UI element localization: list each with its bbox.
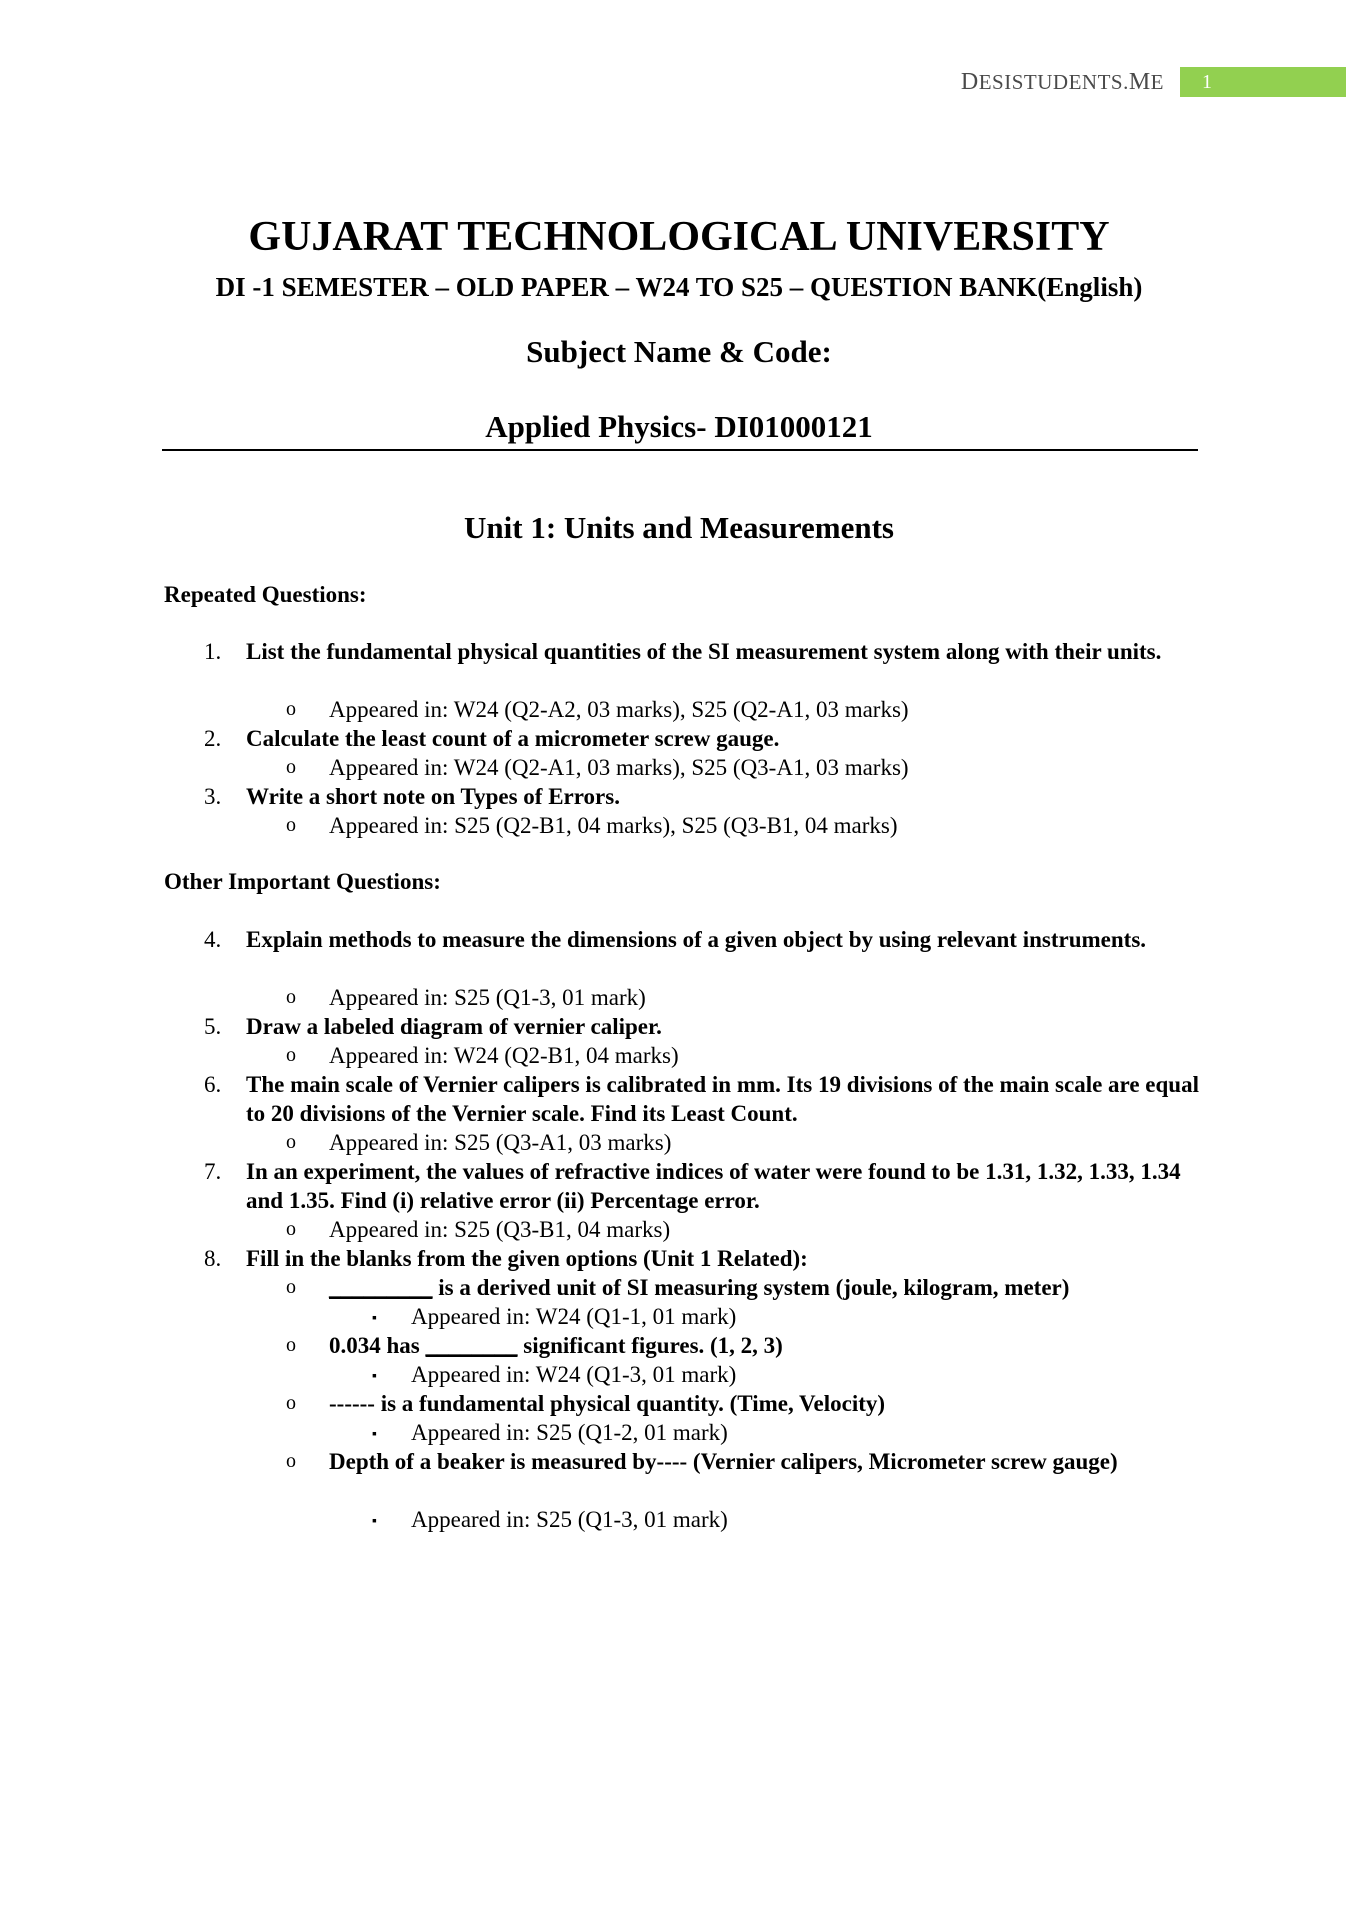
appeared-text: Appeared in: S25 (Q2-B1, 04 marks), S25 (Q3-B1, 04 marks) xyxy=(329,813,898,838)
page-number-box xyxy=(1180,67,1346,97)
question-item xyxy=(164,925,1204,954)
appeared-text: Appeared in: S25 (Q1-3, 01 mark) xyxy=(411,1507,728,1532)
question-number: 5. xyxy=(204,1014,222,1039)
section-heading-other: Other Important Questions: xyxy=(164,869,441,894)
appeared-text: Appeared in: S25 (Q1-3, 01 mark) xyxy=(329,985,646,1010)
question-text: Write a short note on Types of Errors. xyxy=(246,784,620,809)
question-text: Draw a labeled diagram of vernier caliper. xyxy=(246,1014,662,1039)
appeared-text: Appeared in: W24 (Q1-1, 01 mark) xyxy=(411,1304,737,1329)
fill-blank-text: Depth of a beaker is measured by---- (Vernier calipers, Micrometer screw gauge) xyxy=(329,1449,1118,1474)
document-subtitle: DI -1 SEMESTER – OLD PAPER – W24 TO S25 – QUESTION BANK(English) xyxy=(215,272,1143,302)
question-text: In an experiment, the values of refractive indices of water were found to be 1.31, 1.32, 1.33, 1.34 and 1.35. Find (i) relative error (ii) Percentage error. xyxy=(246,1159,1181,1213)
fill-blank-text: _________ is a derived unit of SI measuring system (joule, kilogram, meter) xyxy=(329,1275,1070,1300)
question-item xyxy=(164,1070,1204,1128)
appeared-text: Appeared in: S25 (Q1-2, 01 mark) xyxy=(411,1420,728,1445)
question-number: 8. xyxy=(204,1246,222,1271)
unit-title: Unit 1: Units and Measurements xyxy=(464,510,894,545)
title-divider xyxy=(162,449,1198,451)
bullet-o: o xyxy=(286,1044,296,1066)
bullet-o: o xyxy=(286,756,296,778)
question-text: Fill in the blanks from the given options (Unit 1 Related): xyxy=(246,1246,808,1271)
bullet-o: o xyxy=(286,1218,296,1240)
page-number: 1 xyxy=(1202,70,1212,93)
question-text: The main scale of Vernier calipers is calibrated in mm. Its 19 divisions of the main scale are equal to 20 divisions of the Vernier scale. Find its Least Count. xyxy=(246,1072,1199,1126)
question-number: 4. xyxy=(204,927,222,952)
bullet-square: ▪ xyxy=(372,1369,377,1384)
question-number: 1. xyxy=(204,639,222,664)
bullet-o: o xyxy=(286,986,296,1008)
page-header xyxy=(961,66,1358,98)
section-heading-repeated: Repeated Questions: xyxy=(164,582,367,607)
fill-blank-item xyxy=(164,1447,1204,1476)
subject-code: Applied Physics- DI01000121 xyxy=(485,409,873,444)
question-item xyxy=(164,782,1204,811)
fill-blank-text: 0.034 has ________ significant figures. (1, 2, 3) xyxy=(329,1333,783,1358)
university-title: GUJARAT TECHNOLOGICAL UNIVERSITY xyxy=(248,214,1110,260)
question-number: 6. xyxy=(204,1072,222,1097)
bullet-square: ▪ xyxy=(372,1514,377,1529)
question-item xyxy=(164,1244,1204,1273)
bullet-o: o xyxy=(286,1450,296,1472)
question-item xyxy=(164,1012,1204,1041)
fill-blank-text: ------ is a fundamental physical quantity. (Time, Velocity) xyxy=(329,1391,886,1416)
bullet-square: ▪ xyxy=(372,1427,377,1442)
question-item xyxy=(164,637,1204,666)
appeared-text: Appeared in: W24 (Q2-B1, 04 marks) xyxy=(329,1043,679,1068)
appeared-text: Appeared in: W24 (Q2-A2, 03 marks), S25 (Q2-A1, 03 marks) xyxy=(329,697,909,722)
question-item xyxy=(164,1157,1204,1215)
bullet-o: o xyxy=(286,1276,296,1298)
question-item xyxy=(164,724,1204,753)
question-number: 3. xyxy=(204,784,222,809)
bullet-o: o xyxy=(286,814,296,836)
question-number: 2. xyxy=(204,726,222,751)
bullet-o: o xyxy=(286,698,296,720)
appeared-text: Appeared in: S25 (Q3-A1, 03 marks) xyxy=(329,1130,672,1155)
question-text: List the fundamental physical quantities of the SI measurement system along with their units. xyxy=(246,639,1162,664)
appeared-text: Appeared in: S25 (Q3-B1, 04 marks) xyxy=(329,1217,671,1242)
bullet-o: o xyxy=(286,1131,296,1153)
subject-label: Subject Name & Code: xyxy=(526,334,832,369)
bullet-o: o xyxy=(286,1392,296,1414)
appeared-text: Appeared in: W24 (Q2-A1, 03 marks), S25 (Q3-A1, 03 marks) xyxy=(329,755,909,780)
question-text: Explain methods to measure the dimensions of a given object by using relevant instruments. xyxy=(246,927,1147,952)
question-text: Calculate the least count of a micrometer screw gauge. xyxy=(246,726,780,751)
bullet-square: ▪ xyxy=(372,1311,377,1326)
appeared-text: Appeared in: W24 (Q1-3, 01 mark) xyxy=(411,1362,737,1387)
site-name: DESISTUDENTS.ME xyxy=(960,68,1164,95)
question-number: 7. xyxy=(204,1159,222,1184)
bullet-o: o xyxy=(286,1334,296,1356)
